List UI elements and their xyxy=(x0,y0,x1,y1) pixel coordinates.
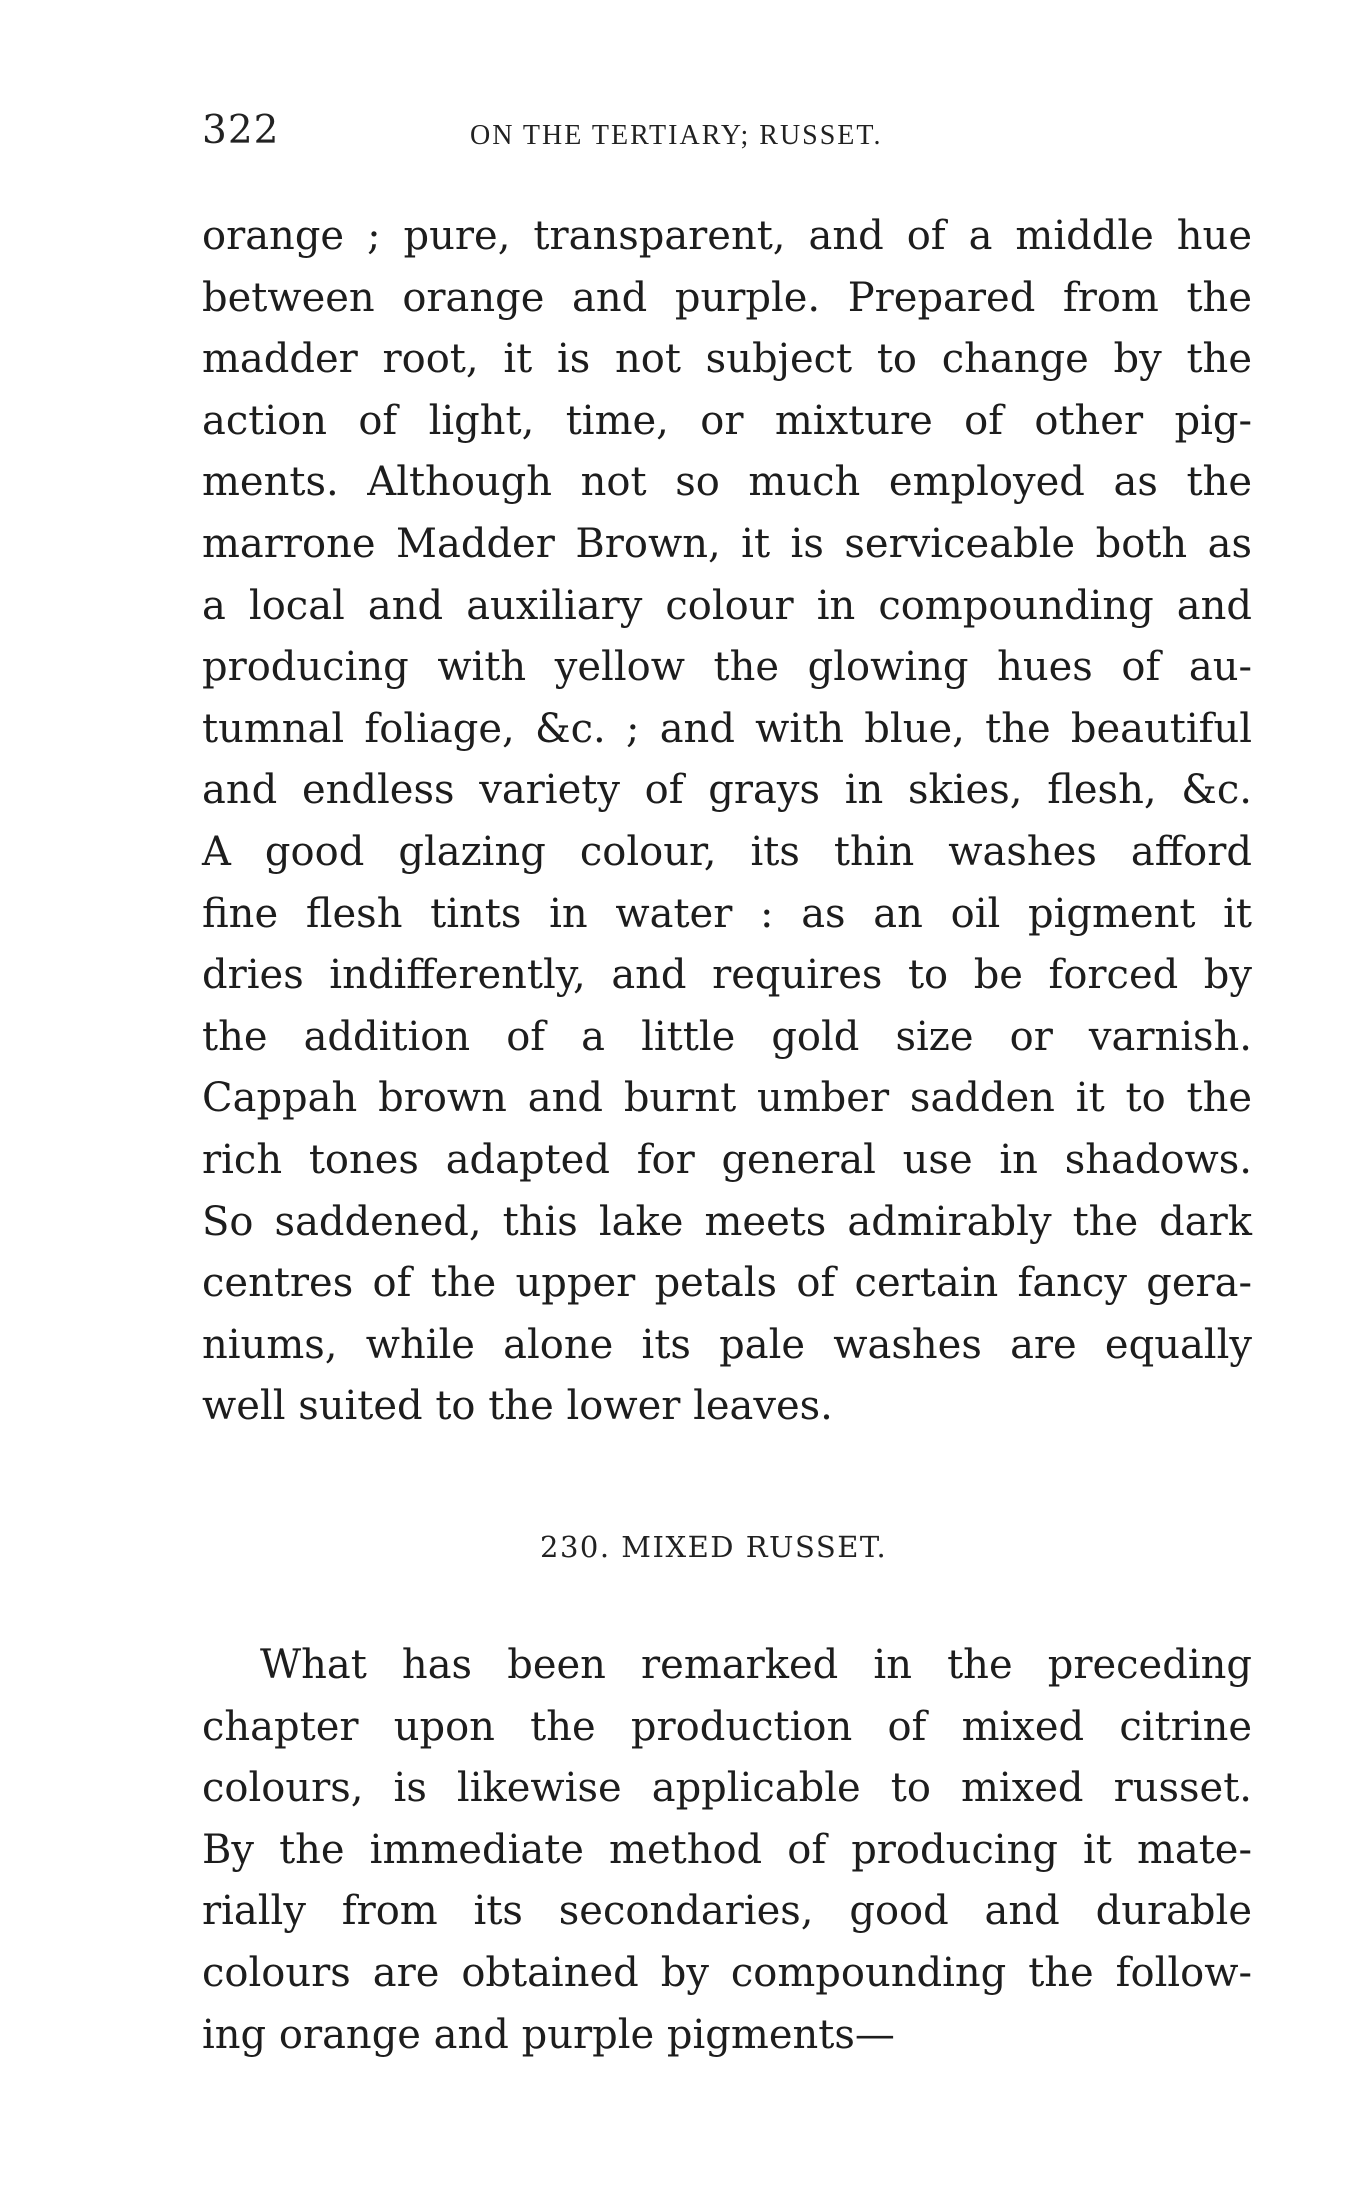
text-line: madder root, it is not subject to change by the xyxy=(202,336,1252,383)
text-line: niums, while alone its pale washes are equally xyxy=(202,1321,1252,1368)
text-line: So saddened, this lake meets admirably the dark xyxy=(202,1198,1252,1245)
paragraph-lake-description xyxy=(202,206,1252,1438)
text-line: ments. Although not so much employed as the xyxy=(202,459,1252,506)
section-heading: 230. MIXED RUSSET. xyxy=(540,1530,888,1564)
page-number: 322 xyxy=(202,108,280,153)
running-title: ON THE TERTIARY; RUSSET. xyxy=(470,120,883,151)
text-line: colours are obtained by compounding the follow- xyxy=(202,1949,1252,1996)
text-line: colours, is likewise applicable to mixed russet. xyxy=(202,1765,1252,1812)
text-line: fine flesh tints in water : as an oil pigment it xyxy=(202,890,1252,937)
running-header xyxy=(202,108,1202,164)
text-line: marrone Madder Brown, it is serviceable both as xyxy=(202,520,1252,567)
text-line: By the immediate method of producing it mate- xyxy=(202,1826,1252,1873)
text-line xyxy=(202,1635,1252,1697)
text-line: between orange and purple. Prepared from the xyxy=(202,274,1252,321)
text-line: well suited to the lower leaves. xyxy=(202,1383,833,1430)
text-line: and endless variety of grays in skies, flesh, &c. xyxy=(202,767,1252,814)
text-line: chapter upon the production of mixed citrine xyxy=(202,1703,1252,1750)
text-line: producing with yellow the glowing hues of au- xyxy=(202,644,1252,691)
text-line: tumnal foliage, &c. ; and with blue, the beautiful xyxy=(202,705,1252,752)
text-line: rich tones adapted for general use in shadows. xyxy=(202,1136,1252,1183)
text-line: ing orange and purple pigments— xyxy=(202,2011,895,2058)
text-line-content: What has been remarked in the preceding xyxy=(260,1642,1252,1688)
text-line: dries indifferently, and requires to be forced by xyxy=(202,952,1252,999)
text-line: the addition of a little gold size or varnish. xyxy=(202,1013,1252,1060)
text-line: a local and auxiliary colour in compounding and xyxy=(202,582,1252,629)
text-line: orange ; pure, transparent, and of a middle hue xyxy=(202,213,1252,259)
text-line: centres of the upper petals of certain fancy gera- xyxy=(202,1260,1252,1307)
paragraph-mixed-russet xyxy=(202,1635,1252,2066)
text-line: rially from its secondaries, good and durable xyxy=(202,1888,1252,1935)
text-line: Cappah brown and burnt umber sadden it to the xyxy=(202,1075,1252,1122)
text-line: action of light, time, or mixture of other pig- xyxy=(202,397,1252,444)
text-line: A good glazing colour, its thin washes afford xyxy=(202,828,1252,875)
